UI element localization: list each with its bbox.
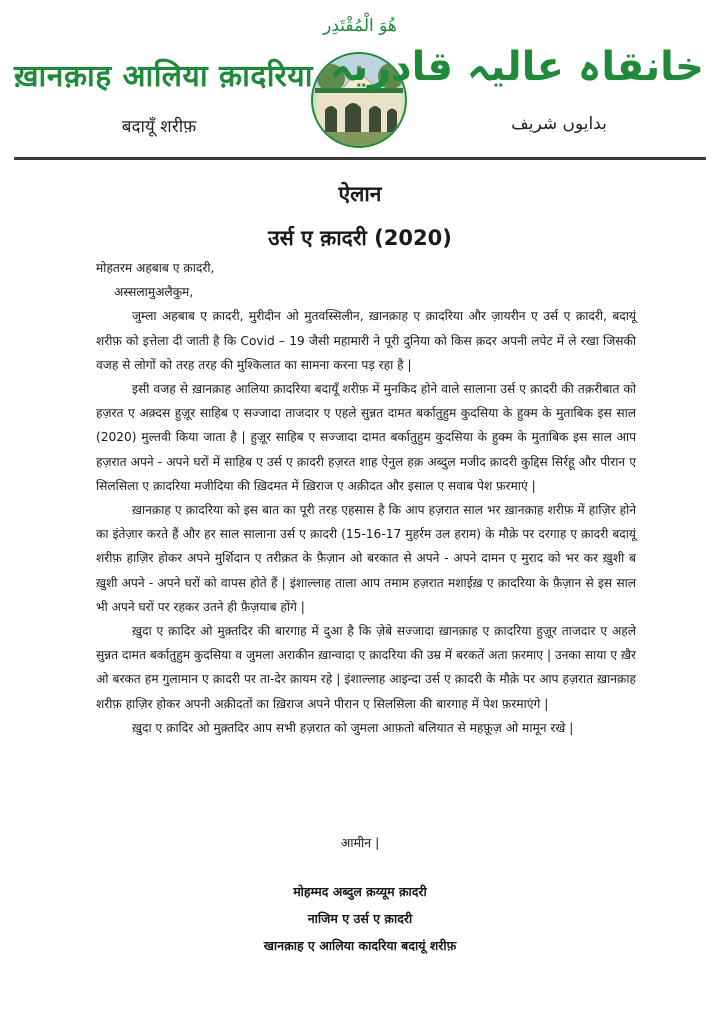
signatory-designation: नाजिम ए उर्स ए क़ादरी [307,911,413,926]
announcement-subtitle: उर्स ए क़ादरी (2020) [268,226,452,250]
header-divider [14,157,706,160]
closing-amin: आमीन | [340,835,380,850]
paragraph-4: ख़ुदा ए क़ादिर ओ मुक़्तदिर की बारगाह में दुआ है कि ज़ेबे सज्जादा ख़ानक़ाह ए क़ादरिया हुज़ूर ताजदार ए अहले सुन्नत दामत बर्कातुहुम कुदसिया व जुमला अराकीन ख़ान्वादा ए क़ादरिया की उम्र में बरकतें अता फ़रमाए | उनका साया ए ख़ैर ओ बरकत हम गुलामान ए क़ादरी पर ता-देर क़ायम रहे | इंशाल्लाह आइन्दा उर्स ए क़ादरी के मौक़े पर आप हज़रात ख़ानक़ाह शरीफ़ हाज़िर होकर अपनी अक़ीदतों का ख़िराज अपने पीरान ए सिलसिला की बारगाह में पेश फ़रमाएंगे | [96,624,636,711]
khanqah-name-urdu: خانقاہ عالیہ قادریہ [329,44,704,90]
signatory-name: मोहम्मद अब्दुल क़य्यूम क़ादरी [293,884,427,899]
arabic-calligraphy: هُوَ الْمُقْتَدِر [323,16,397,36]
paragraph-1: जुम्ला अहबाब ए क़ादरी, मुरीदीन ओ मुतवस्सिलीन, ख़ानक़ाह ए क़ादरिया और ज़ायरीन ए उर्स ए क़ादरी, बदायूं शरीफ़ को इत्तेला दी जाती है कि Covid – 19 जैसी महामारी ने पूरी दुनिया को किस क़दर अपनी लपेट में ले रखा जिसकी वजह से लोगों को तरह तरह की मुश्किलात का सामना करना पड़ रहा है | [96,309,636,372]
greeting: अस्सलामुअलैकुम, [114,285,194,300]
paragraph-5: ख़ुदा ए क़ादिर ओ मुक़्तदिर आप सभी हज़रात को जुमला आफ़तो बलियात से महफ़ूज़ ओ मामून रखे | [132,720,574,735]
paragraph-3: ख़ानक़ाह ए क़ादरिया को इस बात का पूरी तरह एहसास है कि आप हज़रात साल भर ख़ानक़ाह शरीफ़ में हाज़िर होने का इंतेज़ार करते हैं और हर साल सालाना उर्स ए क़ादरी (15-16-17 मुहर्रम उल हराम) के मौक़े पर दरगाह ए क़ादरी बदायूं शरीफ़ हाज़िर होकर अपने मुर्शिदान ए तरीक़त के फ़ैज़ान ओ बरकात से अपने - अपने दामन ए मुराद को भर कर ख़ुशी ब ख़ुशी अपने - अपने घरों को वापस होते हैं | इंशाल्लाह ताला आप तमाम हज़रात मशाईख़ ए क़ादरिया के फ़ैज़ान से इस साल भी अपने घरों पर रहकर उतने ही फ़ैज़याब होंगे | [96,503,636,614]
khanqah-name-hindi: ख़ानक़ाह आलिया क़ादरिया [14,59,313,94]
signatory-organization: खानक़ाह ए आलिया कादरिया बदायूं शरीफ़ [263,938,457,953]
salutation: मोहतरम अहबाब ए क़ादरी, [96,261,215,275]
location-urdu: بدایوں شریف [511,114,607,134]
paragraph-2: इसी वजह से ख़ानक़ाह आलिया क़ादरिया बदायूँ शरीफ़ में मुनकिद होने वाले सालाना उर्स ए क़ादरी की तक़रीबात को हज़रत ए अक़्दस हुज़ूर साहिब ए सज्जादा ताजदार ए एहले सुन्नत दामत बर्कातुहुम कुदसिया के हुक्म के मुताबिक इस साल (2020) मुल्तवी किया जाता है | हुज़ूर साहिब ए सज्जादा दामत बर्कातुहुम कुदसिया के हुक्म के मुताबिक इस साल आप हज़रात अपने - अपने घरों में साहिब ए उर्स ए क़ादरी हज़रत शाह ऐनुल हक़ अब्दुल मजीद क़ादरी कुद्दिस सिर्रहू और पीरान ए सिलसिला ए क़ादरिया मजीदिया की ख़िदमत में ख़िराज ए अक़ीदत और इसाल ए सवाब पेश फ़रमाएं | [96,382,636,493]
location-hindi: बदायूँ शरीफ़ [121,117,197,137]
announcement-title: ऐलान [338,182,382,206]
letter-body [96,256,636,740]
